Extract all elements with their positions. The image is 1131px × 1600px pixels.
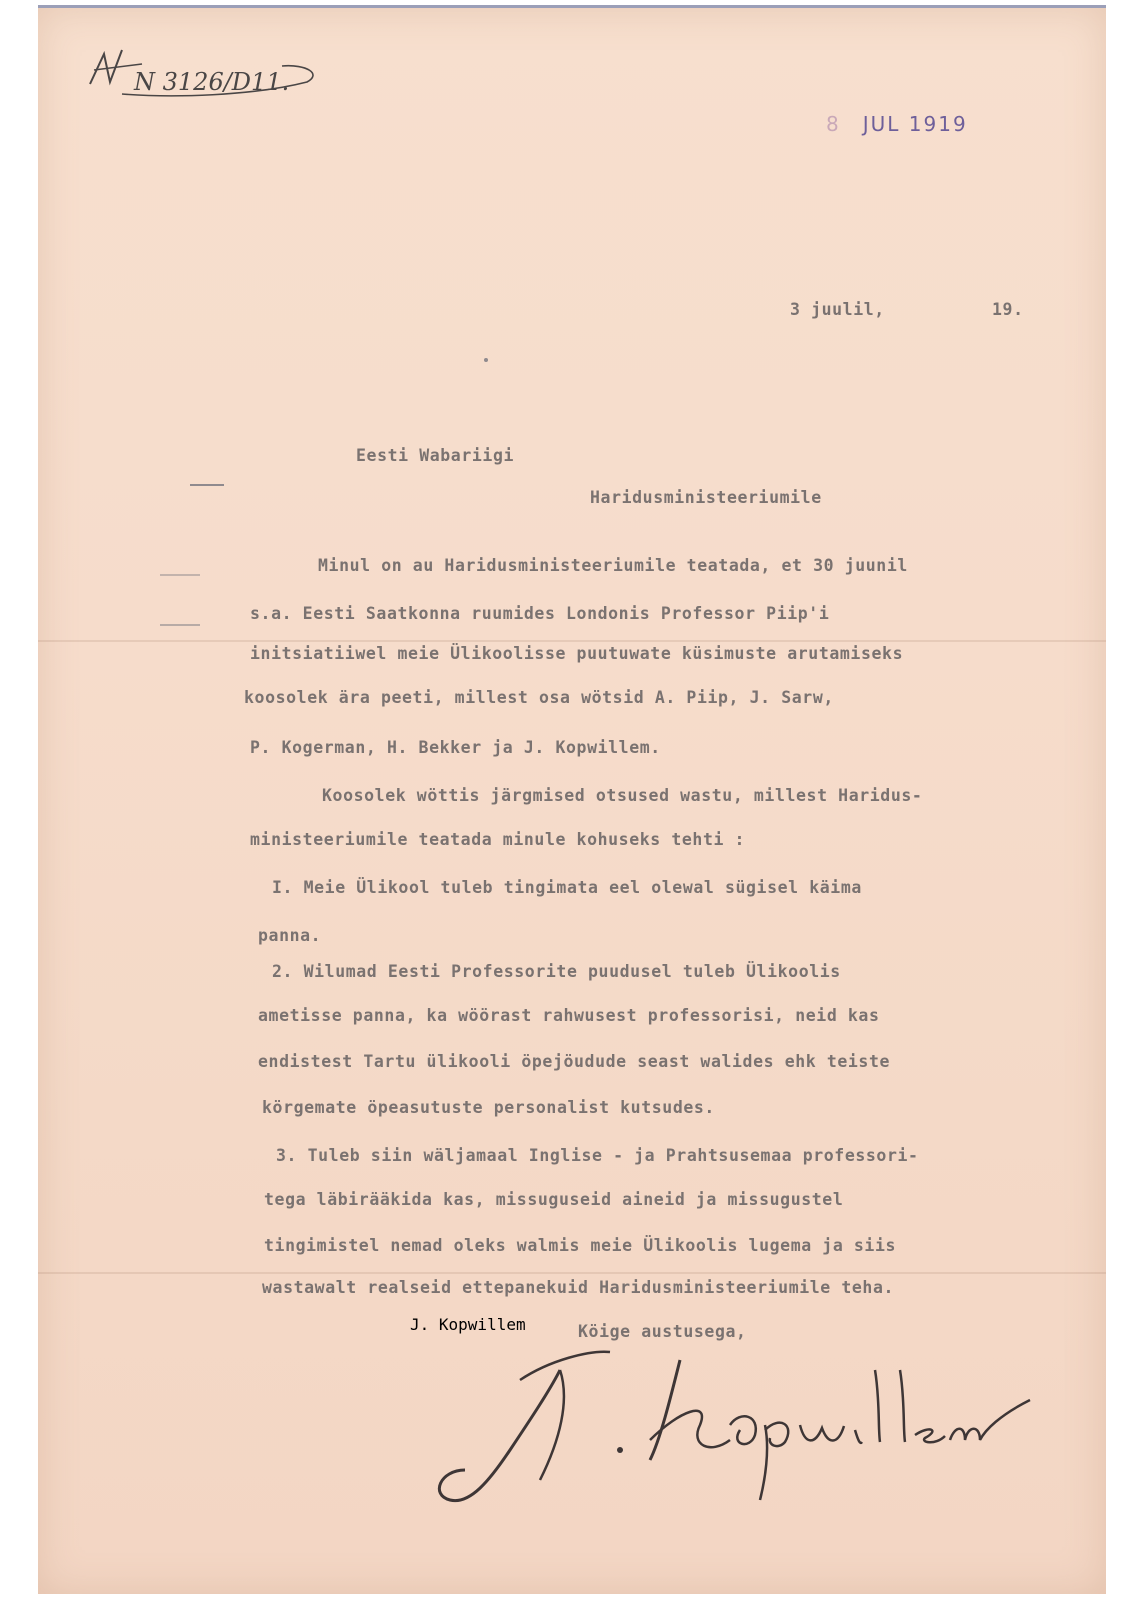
body-line: Minul on au Haridusministeeriumile teatada, et 30 juunil bbox=[318, 556, 908, 575]
body-line: tega läbirääkida kas, missuguseid aineid ja missugustel bbox=[264, 1190, 844, 1209]
body-line: 2. Wilumad Eesti Professorite puudusel tuleb Ülikoolis bbox=[272, 962, 841, 981]
body-line: P. Kogerman, H. Bekker ja J. Kopwillem. bbox=[250, 738, 661, 757]
body-line: 3. Tuleb siin wäljamaal Inglise - ja Prahtsusemaa professori- bbox=[276, 1146, 919, 1165]
date-line-day-month: 3 juulil, bbox=[790, 300, 885, 319]
body-line: koosolek ära peeti, millest osa wötsid A. Piip, J. Sarw, bbox=[244, 688, 834, 707]
closing-salutation: Köige austusega, bbox=[578, 1322, 747, 1341]
body-line: wastawalt realseid ettepanekuid Haridusministeeriumile teha. bbox=[262, 1278, 895, 1297]
stray-pencil-mark bbox=[160, 624, 200, 626]
ink-dot bbox=[484, 358, 488, 362]
body-line: endistest Tartu ülikooli öpejöudude seast walides ehk teiste bbox=[258, 1052, 891, 1071]
reference-note-text: N 3126/D11. bbox=[134, 68, 290, 96]
handwritten-reference-note bbox=[82, 34, 322, 104]
paper-fold-line bbox=[38, 1272, 1106, 1274]
signature-text: J. Kopwillem bbox=[410, 1315, 526, 1334]
body-line: initsiatiiwel meie Ülikoolisse puutuwate küsimuste arutamiseks bbox=[250, 644, 904, 663]
paper-fold-line bbox=[38, 640, 1106, 642]
body-line: ametisse panna, ka wöörast rahwusest professorisi, neid kas bbox=[258, 1006, 880, 1025]
stamp-month-year: JUL 1919 bbox=[862, 112, 968, 136]
addressee-line-2: Haridusministeeriumile bbox=[590, 488, 822, 507]
stray-pencil-mark bbox=[190, 484, 224, 486]
body-line: panna. bbox=[258, 926, 322, 945]
body-line: I. Meie Ülikool tuleb tingimata eel olewal sügisel käima bbox=[272, 878, 862, 897]
body-line: ministeeriumile teatada minule kohuseks tehti : bbox=[250, 830, 746, 849]
body-line: tingimistel nemad oleks walmis meie Ülikoolis lugema ja siis bbox=[264, 1236, 897, 1255]
body-line: s.a. Eesti Saatkonna ruumides Londonis Professor Piip'i bbox=[250, 604, 830, 623]
date-line-year: 19. bbox=[992, 300, 1024, 319]
handwritten-signature bbox=[410, 1315, 1070, 1520]
stray-pencil-mark bbox=[160, 574, 200, 576]
received-date-stamp bbox=[826, 112, 968, 136]
body-line: Koosolek wöttis järgmised otsused wastu, millest Haridus- bbox=[322, 786, 923, 805]
body-line: körgemate öpeasutuste personalist kutsudes. bbox=[262, 1098, 715, 1117]
stamp-day: 8 bbox=[826, 112, 841, 136]
addressee-line-1: Eesti Wabariigi bbox=[356, 446, 515, 465]
